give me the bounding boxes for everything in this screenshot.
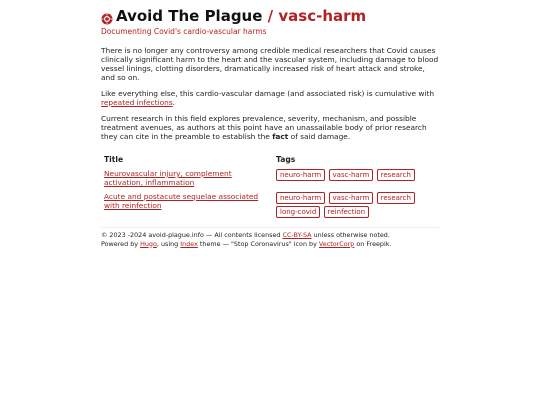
title-column-header: Title [104,155,124,164]
intro-p3-text: Current research in this field explores prevalence, severity, mechanism, and possible treatment avenues, as authors at this point have an unassailable body of prior research they can cite in the preamble to establish the [101,114,427,141]
intro-paragraph-3 [101,114,439,141]
tag-research[interactable]: research [377,169,415,181]
intro-p2-end: . [172,98,175,107]
site-title-text[interactable]: Avoid The Plague [116,7,263,25]
site-footer [101,231,439,248]
tag-vasc-harm[interactable]: vasc-harm [329,192,374,204]
intro-paragraph-2 [101,89,439,107]
intro-p3-end: of said damage. [288,132,351,141]
articles-table [101,155,437,224]
title-separator: / [267,7,274,25]
table-cell-title [101,191,273,224]
tag-long-covid[interactable]: long-covid [276,206,320,218]
table-cell-title [101,168,273,191]
section-title[interactable]: vasc-harm [278,7,367,25]
vectorcorp-link[interactable]: VectorCorp [318,239,355,248]
table-row [101,168,437,191]
table-header-row [101,155,437,168]
footer-divider [101,227,439,228]
footer-copyright: © 2023 -2024 avoid-plague.info — All contents licensed [101,231,283,239]
license-link[interactable]: CC-BY-SA [282,231,312,239]
intro-p2-text: Like everything else, this cardio-vascular damage (and associated risk) is cumulative with [101,89,435,98]
tag-research[interactable]: research [377,192,415,204]
table-cell-tags [273,168,437,191]
tag-neuro-harm[interactable]: neuro-harm [276,192,325,204]
hugo-link[interactable]: Hugo [140,239,157,248]
table-row [101,191,437,224]
coronavirus-stop-icon[interactable] [101,10,113,22]
footer-credits-a: Powered by [101,239,141,248]
footer-license-line [101,231,439,240]
site-header [101,6,439,26]
intro-paragraph-1: There is no longer any controversy among credible medical researchers that Covid causes clinically significant harm to the heart and the vascular system, including damage to blood vessel linings, clotting disorders, dramatically increased risk of heart attack and stroke, and so on. [101,46,439,82]
tag-vasc-harm[interactable]: vasc-harm [329,169,374,181]
tag-reinfection[interactable]: reinfection [324,206,369,218]
footer-credits-d: on Freepik. [354,239,392,248]
index-theme-link[interactable]: Index [180,239,198,248]
site-title[interactable] [116,6,366,26]
tags-column-header: Tags [276,155,296,164]
article-link[interactable]: Acute and postacute sequelae associated with reinfection [104,192,259,210]
footer-credits-line [101,240,439,249]
article-link[interactable]: Neurovascular injury, complement activation, inflammation [104,169,232,187]
site-tagline: Documenting Covid's cardio-vascular harms [101,27,267,36]
table-cell-tags [273,191,437,224]
footer-license-tail: unless otherwise noted. [311,231,390,239]
intro-p3-bold: fact [272,132,289,141]
tag-neuro-harm[interactable]: neuro-harm [276,169,325,181]
repeated-infections-link[interactable]: repeated infections [101,98,173,107]
footer-credits-c: theme — "Stop Coronavirus" icon by [197,239,319,248]
page-container [101,6,439,248]
footer-credits-b: , using [156,239,181,248]
